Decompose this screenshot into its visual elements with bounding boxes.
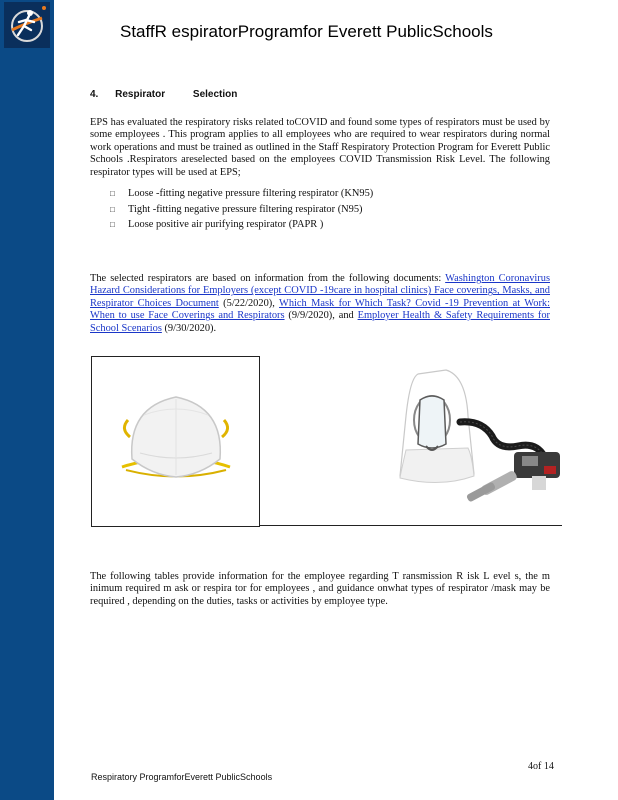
n95-mask-image [91, 356, 260, 527]
running-figure-logo-icon [4, 2, 50, 48]
tables-intro-paragraph: The following tables provide information for the employee regarding T ransmission R isk L evel s, the m inimum required m ask or respira tor for employees , and guidance onwhat types of respirator /mask may be required , depending on the duties, tasks or activities by employee type. [90, 571, 550, 607]
list-item: □ Tight -fitting negative pressure filtering respirator (N95) [110, 202, 373, 218]
section-number: 4. [90, 89, 99, 100]
list-item: □ Loose -fitting negative pressure filtering respirator (KN95) [110, 186, 373, 202]
sources-date-3: (9/30/2020). [161, 322, 217, 334]
page-number: 4of 14 [528, 761, 554, 772]
list-item: □ Loose positive air purifying respirator (PAPR ) [110, 217, 373, 233]
sources-date-1: (5/22/2020), [218, 297, 280, 309]
respirator-type-list [110, 186, 373, 233]
section-heading [90, 89, 237, 100]
document-header-title: StaffR espiratorProgramfor Everett PublicSchools [120, 22, 493, 41]
papr-hood-respirator-image [260, 356, 562, 526]
which-mask-link[interactable]: Which Mask for Which Task? Covid -19 Prevention at Work: When to use Face Coverings and Respirators [90, 297, 550, 322]
sources-paragraph [90, 273, 550, 335]
respirator-photo-table [91, 356, 562, 526]
section-heading-text: Respirator Selection [115, 89, 238, 100]
sidebar-band [0, 0, 54, 800]
sources-intro: The selected respirators are based on information from the following documents: [90, 273, 446, 284]
washington-coronavirus-link[interactable]: Washington Coronavirus Hazard Considerations for Employers (except COVID -19care in hospital clinics) Face coverings, Masks, and Respirator Choices Document [90, 273, 550, 309]
sources-date-2: (9/9/2020), and [284, 310, 358, 322]
footer-document-title: Respiratory ProgramforEverett PublicSchools [91, 772, 273, 782]
intro-paragraph: EPS has evaluated the respiratory risks related toCOVID and found some types of respirators must be used by some employees . This program applies to all employees who are required to wear respirators during normal work operations and must be trained as outlined in the Staff Respiratory Protection Program for Everett Public Schools .Respirators areselected based on the employees COVID Transmission Risk Level. The following respirator types will be used at EPS; [90, 117, 550, 178]
employer-health-safety-link[interactable]: Employer Health & Safety Requirements for School Scenarios [90, 310, 550, 334]
